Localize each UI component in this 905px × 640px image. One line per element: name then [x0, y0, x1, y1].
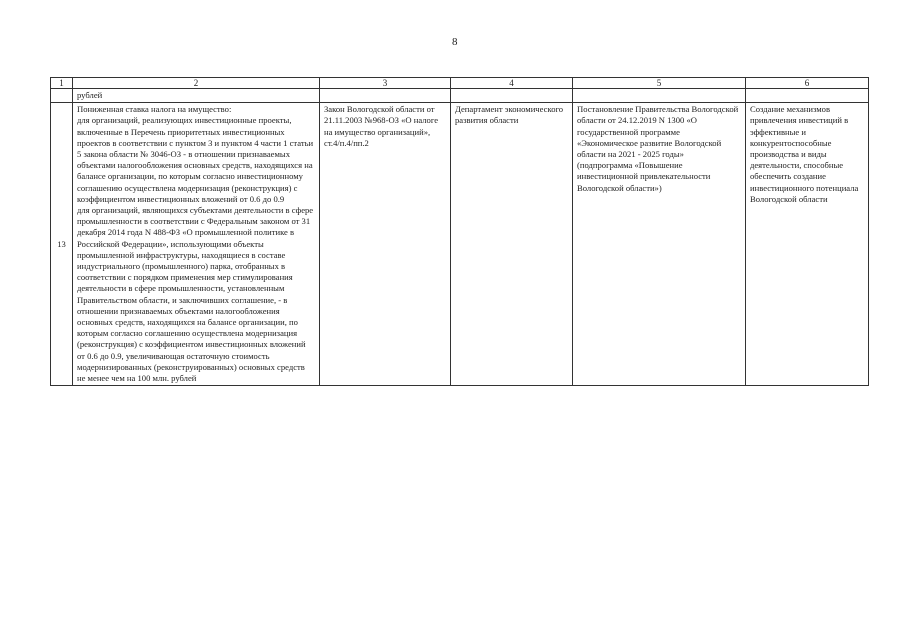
continuation-num-cell: [51, 89, 73, 103]
column-number-row: [51, 78, 869, 89]
goal-description: Создание механизмов привлечения инвестиций в эффективные и конкурентоспособные производства и виды деятельности, способные обеспечить создание инвестиционного потенциала Вологодской области: [746, 103, 869, 386]
curator-department: Департамент экономического развития области: [451, 103, 573, 386]
continuation-text-cell: рублей: [73, 89, 320, 103]
benefit-description: Пониженная ставка налога на имущество: для организаций, реализующих инвестиционные проекты, включенные в Перечень приоритетных инвестиционных проектов в соответствии с пунктом 3 и пунктом 4 части 1 статьи 5 закона области № 3046-ОЗ - в отношении признаваемых объектами налогообложения основных средств, находящихся на балансе организации, по которым согласно инвестиционному соглашению осуществлена модернизация (реконструкция) с коэффициентом инвестиционных вложений от 0.6 до 0.9 для организаций, являющихся субъектами деятельности в сфере промышленности в соответствии с Федеральным законом от 31 декабря 2014 года N 488-ФЗ «О промышленной политике в Российской Федерации», использующими объекты промышленной инфраструктуры, находящиеся в составе индустриального (промышленного) парка, отобранных в соответствии с порядком применения мер стимулирования деятельности в сфере промышленности, установленным Правительством области, и заключивших соглашение, - в отношении признаваемых объектами налогообложения основных средств, находящихся на балансе организации, по которым согласно соглашению осуществлена модернизация (реконструкция) с коэффициентом инвестиционных вложений от 0.6 до 0.9, увеличивающая остаточную стоимость модернизированных (реконструированных) основных средств не менее чем на 100 млн. рублей: [73, 103, 320, 386]
row-number: 13: [51, 103, 73, 386]
column-header-3: 3: [320, 78, 451, 89]
page-number: 8: [452, 36, 458, 48]
column-header-5: 5: [573, 78, 746, 89]
column-header-1: 1: [51, 78, 73, 89]
continuation-row: [51, 89, 869, 103]
continuation-empty-cell: [320, 89, 451, 103]
table-row: [51, 103, 869, 386]
continuation-empty-cell: [451, 89, 573, 103]
column-header-6: 6: [746, 78, 869, 89]
continuation-empty-cell: [573, 89, 746, 103]
column-header-2: 2: [73, 78, 320, 89]
column-header-4: 4: [451, 78, 573, 89]
legal-basis: Закон Вологодской области от 21.11.2003 №968-ОЗ «О налоге на имущество организаций», ст.4/п.4/пп.2: [320, 103, 451, 386]
state-program: Постановление Правительства Вологодской области от 24.12.2019 N 1300 «О государственной программе «Экономическое развитие Вологодской области на 2021 - 2025 годы» (подпрограмма «Повышение инвестиционной привлекательности Вологодской области»): [573, 103, 746, 386]
tax-benefits-table: [50, 77, 869, 386]
continuation-empty-cell: [746, 89, 869, 103]
